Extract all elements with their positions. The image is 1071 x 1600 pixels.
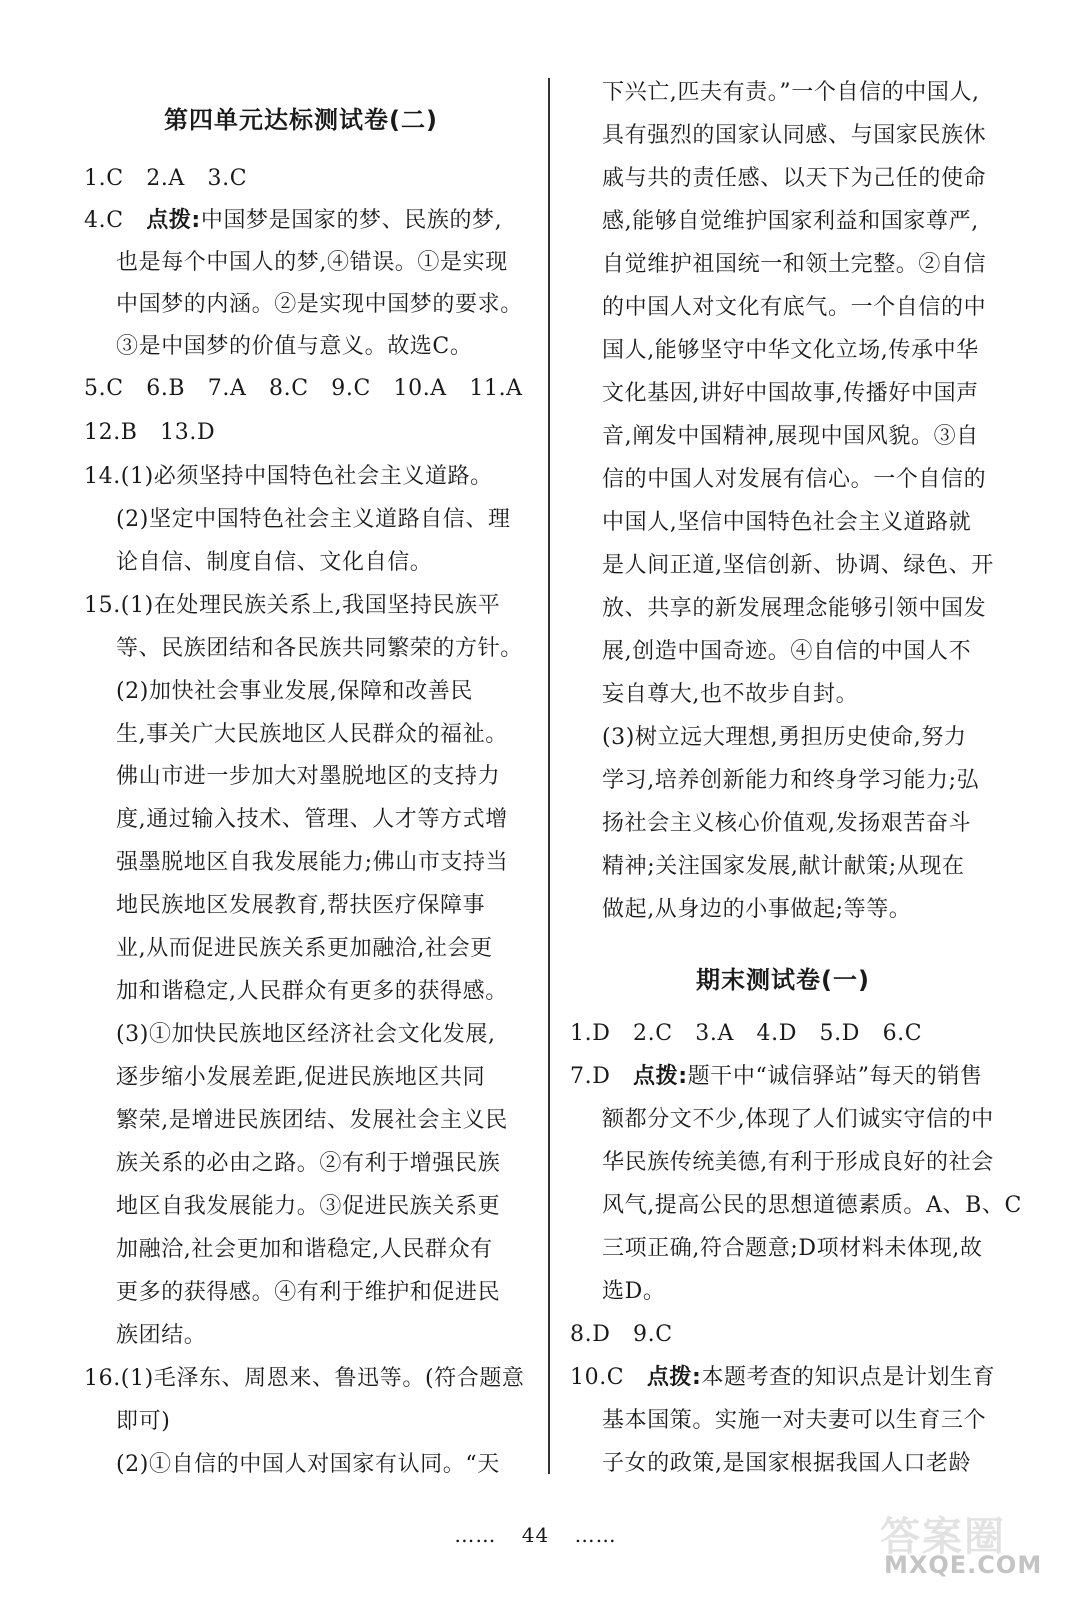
answer-line-q4 — [84, 206, 502, 236]
question-number: 4.C — [84, 208, 147, 233]
answer-line: 扬社会主义核心价值观,发扬艰苦奋斗 — [602, 811, 972, 836]
answer-line: 是人间正道,坚信创新、协调、绿色、开 — [602, 553, 994, 578]
footer-dots-right: …… — [574, 1523, 617, 1547]
answer-line: 14.(1)必须坚持中国特色社会主义道路。 — [84, 464, 493, 489]
answer-line: 国人,能够坚守中华文化立场,传承中华 — [602, 338, 979, 363]
answer-line: 学习,培养创新能力和终身学习能力;弘 — [602, 768, 980, 793]
answer-line: 加融洽,社会更加和谐稳定,人民群众有 — [116, 1237, 493, 1262]
column-divider — [548, 78, 550, 1474]
hint-label: 点拨: — [633, 1064, 688, 1089]
hint-text: 本题考查的知识点是计划生育 — [701, 1365, 996, 1390]
watermark-logo — [880, 1505, 1060, 1595]
answer-line: 15.(1)在处理民族关系上,我国坚持民族平 — [84, 593, 501, 618]
answer-line: 下兴亡,匹夫有责。”一个自信的中国人, — [602, 80, 980, 105]
answer-line: 中国人,坚信中国特色社会主义道路就 — [602, 510, 972, 535]
answer-line: 佛山市进一步加大对墨脱地区的支持力 — [116, 764, 501, 789]
answer-line: 地区自我发展能力。③促进民族关系更 — [116, 1194, 501, 1219]
question-number: 7.D — [570, 1064, 634, 1089]
page-number: 44 — [521, 1523, 550, 1547]
answer-line: 强墨脱地区自我发展能力;佛山市支持当 — [116, 850, 509, 875]
watermark-site: MXQE.COM — [884, 1551, 1043, 1579]
answer-line: 1.C 2.A 3.C — [84, 166, 248, 191]
answer-line: 戚与共的责任感、以天下为己任的使命 — [602, 166, 987, 191]
answer-line: 16.(1)毛泽东、周恩来、鲁迅等。(符合题意 — [84, 1366, 525, 1391]
answer-line: 地民族地区发展教育,帮扶医疗保障事 — [116, 893, 486, 918]
answer-line: 中国梦的内涵。②是实现中国梦的要求。 — [116, 292, 523, 317]
answer-line: 具有强烈的国家认同感、与国家民族休 — [602, 123, 987, 148]
answer-line: (3)树立远大理想,勇担历史使命,努力 — [602, 725, 967, 750]
answer-line: 选D。 — [602, 1279, 666, 1304]
hint-label: 点拨: — [146, 208, 201, 233]
answer-line: 额都分文不少,体现了人们诚实守信的中 — [602, 1107, 994, 1132]
answer-line: (2)①自信的中国人对国家有认同。“天 — [116, 1452, 500, 1477]
section-title-unit4-test2: 第四单元达标测试卷(二) — [164, 106, 438, 134]
hint-label: 点拨: — [646, 1365, 702, 1390]
answer-line: 风气,提高公民的思想道德素质。A、B、C — [602, 1193, 1022, 1218]
answer-line: 即可) — [116, 1409, 171, 1434]
hint-text: 题干中“诚信驿站”每天的销售 — [687, 1064, 983, 1089]
footer-dots-left: …… — [454, 1523, 497, 1547]
answer-line-q7 — [570, 1062, 983, 1092]
answer-line: 也是每个中国人的梦,④错误。①是实现 — [116, 250, 508, 275]
answer-line: (2)坚定中国特色社会主义道路自信、理 — [116, 507, 511, 532]
answer-line: 自觉维护祖国统一和领土完整。②自信 — [602, 252, 987, 277]
answer-line: 论自信、制度自信、文化自信。 — [116, 550, 433, 575]
answer-line: 展,创造中国奇迹。④自信的中国人不 — [602, 639, 972, 664]
answer-line: 音,阐发中国精神,展现中国风貌。③自 — [602, 424, 979, 449]
answer-line: 基本国策。实施一对夫妻可以生育三个 — [602, 1408, 987, 1433]
answer-line: 的中国人对文化有底气。一个自信的中 — [602, 295, 987, 320]
answer-line: 5.C 6.B 7.A 8.C 9.C 10.A 11.A — [84, 376, 523, 401]
answer-line: 子女的政策,是国家根据我国人口老龄 — [602, 1451, 972, 1476]
answer-line: 8.D 9.C — [570, 1322, 673, 1347]
answer-line: 更多的获得感。④有利于维护和促进民 — [116, 1280, 501, 1305]
answer-line: 逐步缩小发展差距,促进民族地区共同 — [116, 1065, 486, 1090]
answer-line: 三项正确,符合题意;D项材料未体现,故 — [602, 1236, 983, 1261]
answer-line: 族关系的必由之路。②有利于增强民族 — [116, 1151, 501, 1176]
answer-line: 信的中国人对发展有信心。一个自信的 — [602, 467, 987, 492]
answer-line: 放、共享的新发展理念能够引领中国发 — [602, 596, 987, 621]
answer-line: 1.D 2.C 3.A 4.D 5.D 6.C — [570, 1021, 923, 1046]
watermark-logo-text: 答案圈 — [880, 1514, 1006, 1560]
answer-line: 感,能够自觉维护国家利益和国家尊严, — [602, 209, 979, 234]
answer-line: ③是中国梦的价值与意义。故选C。 — [116, 334, 473, 359]
answer-line: (2)加快社会事业发展,保障和改善民 — [116, 679, 473, 704]
answer-line: 精神;关注国家发展,献计献策;从现在 — [602, 854, 965, 879]
section-title-final-test1: 期末测试卷(一) — [696, 966, 870, 994]
answer-line: 繁荣,是增进民族团结、发展社会主义民 — [116, 1108, 508, 1133]
answer-line: (3)①加快民族地区经济社会文化发展, — [116, 1022, 496, 1047]
hint-text: 中国梦是国家的梦、民族的梦, — [200, 208, 503, 233]
answer-line: 妄自尊大,也不故步自封。 — [602, 682, 859, 707]
answer-line: 族团结。 — [116, 1323, 207, 1348]
answer-line: 业,从而促进民族关系更加融洽,社会更 — [116, 936, 493, 961]
answer-line: 度,通过输入技术、管理、人才等方式增 — [116, 807, 508, 832]
answer-line: 加和谐稳定,人民群众有更多的获得感。 — [116, 979, 508, 1004]
answer-line: 12.B 13.D — [84, 420, 216, 445]
answer-line: 生,事关广大民族地区人民群众的福祉。 — [116, 722, 508, 747]
answer-line: 华民族传统美德,有利于形成良好的社会 — [602, 1150, 994, 1175]
question-number: 10.C — [570, 1365, 647, 1390]
answer-line: 等、民族团结和各民族共同繁荣的方针。 — [116, 636, 523, 661]
answer-line-q10 — [570, 1363, 995, 1393]
answer-line: 做起,从身边的小事做起;等等。 — [602, 897, 912, 922]
answer-line: 文化基因,讲好中国故事,传播好中国声 — [602, 381, 979, 406]
